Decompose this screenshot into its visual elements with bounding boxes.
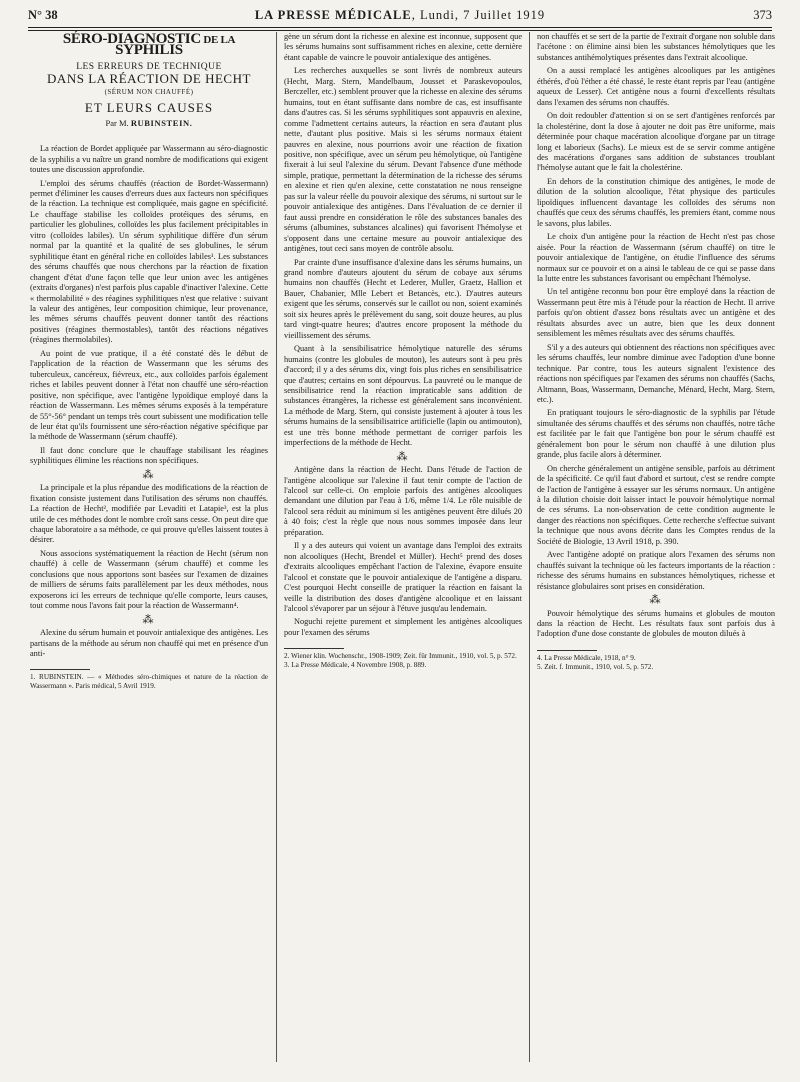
paragraph: On a aussi remplacé les antigènes alcooliques par les antigènes éthérés, d'où l'éther a été chassé, le reste étant repris par l'eau (antigène aqueux de Lesser). Cet antigène nous a fourni d'excellents résultats dans l'examen des sérums non chauffés. — [537, 66, 775, 107]
page-header — [28, 6, 772, 26]
paragraph: On doit redoubler d'attention si on se sert d'antigènes renforcés par la cholestérine, dont la dose à ajouter ne doit pas être uniforme, mais déterminée pour chaque macération alcoolique d'organe par un titrage long et laborieux (Sachs). Le mieux est de se servir comme antigène des macérations d'organes sans addition de substances troublant l'hémolyse autant que le fait la cholestérine. — [537, 111, 775, 173]
section-separator: ⁂ — [142, 468, 156, 481]
paragraph: Au point de vue pratique, il a été constaté dès le début de l'application de la réaction de Wassermann que les sérums des tuberculeux, cancéreux, fiévreux, etc., aux colloïdes parfois également riches et labiles peuvent donner à l'état non chauffé une séro-réaction positive, non spécifique, avec l'antigène lypoïdique employé dans la réaction de Wassermann. Les mêmes sérums exposés à la température de 55°-56° pendant un temps très court subissent une modification telle de leur état qu'ils fournissent une séro-réaction négative spécifique par la méthode de Wassermann (sérum chauffé). — [30, 348, 268, 442]
subtitle-1: LES ERREURS DE TECHNIQUE — [76, 61, 222, 72]
footnote: 4. La Presse Médicale, 1918, n° 9. — [537, 653, 636, 662]
page-number-right: 373 — [753, 8, 772, 22]
footnote: 2. Wiener klin. Wochenschr., 1908-1909; Zeit. für Immunit., 1910, vol. 5, p. 572. — [284, 652, 517, 661]
subtitle-4: ET LEURS CAUSES — [84, 100, 214, 116]
column-divider — [529, 32, 530, 1062]
paragraph: S'il y a des auteurs qui obtiennent des réactions non spécifiques avec les sérums chauffés, leur nombre diminue avec l'adoption d'une bonne technique. Par contre, tous les auteurs signalent l'existence des réactions non spécifiques par l'examen des sérums non chauffés (Sachs, Altmann, Boas, Wassermann, Demanche, Ménard, Hecht, Marg. Stern, etc.). — [537, 342, 775, 404]
section-separator: ⁂ — [649, 594, 663, 607]
article-title — [30, 31, 268, 59]
running-title — [28, 8, 772, 23]
paragraph: Il faut donc conclure que le chauffage stabilisant les réagines syphilitiques élimine les réactions non spécifiques. — [30, 445, 268, 466]
paragraph: En dehors de la constitution chimique des antigènes, le mode de dilution de la solution alcoolique, l'état physique des particules lipoïdiques influencent davantage les colloïdes des sérums non chauffés que ceux des sérums chauffés, les premiers étant, comme nous le savons, plus labiles. — [537, 176, 775, 228]
byline-prefix: Par M. — [105, 117, 131, 128]
paragraph: Pouvoir hémolytique des sérums humains et globules de mouton dans la réaction de Hecht. Les résultats faux sont parfois dus à l'adoption d'une dose constante de globules de mouton dilués à — [537, 608, 775, 639]
column-2 — [284, 32, 522, 670]
title-part: DE LA — [200, 34, 236, 46]
paragraph: gène un sérum dont la richesse en alexine est inconnue, supposent que les sérums humains sont suffisamment riches en alexine, cette dernière étant capable de vaincre le pouvoir antialexique des antigènes. — [284, 32, 522, 62]
journal-name: LA PRESSE MÉDICALE — [254, 8, 412, 22]
page-number-left: N° 38 — [28, 8, 58, 22]
paragraph: Quant à la sensibilisatrice hémolytique naturelle des sérums humains (contre les globules de mouton), les auteurs sont à peu près d'accord; il y a des sérums dix, vingt fois plus riches en sensibilisatrice que d'autres; certains en sont dépourvus. La pauvreté ou le manque de sensibilisatrice rend la réaction impraticable sans addition de substances étrangères, la richesse est généralement sans inconvénient. La méthode de Marg. Stern, qui consiste justement à ajouter à tous les sérums humains de la sensibilisatrice artificielle (lapin ou antimouton), est une très bonne méthode permettant de corriger parfois les imperfections de la méthode de Hecht. — [284, 344, 522, 448]
paragraph: non chauffés et se sert de la partie de l'extrait d'organe non soluble dans l'acétone : on élimine ainsi bien les substances hémolytiques que les substances antihémolytiques présentes dans l'extrait alcoolique. — [537, 32, 775, 62]
column-1 — [30, 32, 268, 691]
footnote-rule — [30, 669, 90, 670]
paragraph: Par crainte d'une insuffisance d'alexine dans les sérums humains, un grand nombre d'auteurs ajoutent du sérum de cobaye aux sérums humains non chauffés (Hecht et Lederer, Muller, Graetz, Hallion et Bauer, Chabanier, Mlle Lebert et Betancès, etc.). D'autres auteurs exigent que les sérums, conservés sur le caillot ou non, soient examinés soit six heures après le prélèvement du sang, soit douze heures, au plus tard vingt-quatre heures; d'autres encore proposent la méthode du vieillissement des sérums. — [284, 257, 522, 340]
paragraph: Les recherches auxquelles se sont livrés de nombreux auteurs (Hecht, Marg. Stern, Mandelbaum, Jousset et Paraskevopoulos, Berczeller, etc.) semblent prouver que la richesse en alexine des sérums humains, tout en étant suffisante dans nombre de cas, est insuffisante dans d'autres cas. Si les sérums syphilitiques sont appauvris en alexine, comme l'admettent certains auteurs, la réaction en sera d'autant plus nette, d'autant plus positive. Mais si les sérums normaux étaient pauvres en alexine, nous pourrions avoir une réaction de fixation positive, non spécifique, avec un sérum peu hémolytique, où l'antigène fixerait à lui seul l'alexine du sérum. Devant l'absence d'une méthode simple, pratique, permettant la détermination de la richesse des sérums en alexine et rien qu'en alexine, cette constatation ne nous renseigne pas sur la valeur réelle du pouvoir alexique des sérums, ni surtout sur le pouvoir antialexique des antigènes. Dans l'évaluation de ce dernier il faut aussi prendre en considération le rôle des substances banales des sérums (albumines, substances alcalines) qui favorisent l'hémolyse et s'opposent dans une certaine mesure au pouvoir antialexique des antigènes, tout ceci sans moyen de contrôle absolu. — [284, 66, 522, 254]
paragraph: On cherche généralement un antigène sensible, parfois au détriment de la spécificité. Ce qu'il faut d'abord et surtout, c'est se rendre compte de l'action de l'antigène à essayer sur les sérums normaux. Un antigène à la dilution choisie doit laisser intact le pouvoir hémolytique normal de ces sérums. La non-observation de cette condition augmente le danger des réactions non spécifiques. Cette recherche s'effectue suivant la technique que nous avons décrite dans les Comptes rendus de la Société de Biologie, 13 Avril 1918, p. 390. — [537, 463, 775, 546]
footnote-rule — [537, 650, 597, 651]
footnote-rule — [284, 648, 344, 649]
paragraph: Le choix d'un antigène pour la réaction de Hecht n'est pas chose aisée. Pour la réaction de Wassermann (sérum chauffé) on titre le pouvoir antialexique de l'antigène, on étudie l'influence des sérums normaux sur ce pouvoir et on a ainsi le tableau de ce qui se passe dans la lutte entre les substances favorisant ou empêchant l'hémolyse. — [537, 232, 775, 283]
paragraph: Avec l'antigène adopté on pratique alors l'examen des sérums non chauffés suivant la technique où les facteurs importants de la réaction : richesse des sérums humains en substances hémolytiques, richesse et résistance globulaires sont prises en considération. — [537, 550, 775, 591]
paragraph: Un tel antigène reconnu bon pour être employé dans la réaction de Wassermann peut être mis à l'étude pour la réaction de Hecht. Il arrive parfois qu'on obtient d'assez bons résultats avec un antigène et des résultats absurdes avec un autre, bien que les deux donnent sensiblement les mêmes résultats avec des sérums chauffés. — [537, 287, 775, 339]
paragraph: Noguchi rejette purement et simplement les antigènes alcooliques pour l'examen des sérums — [284, 617, 522, 637]
byline — [30, 118, 268, 128]
paragraph: La principale et la plus répandue des modifications de la réaction de fixation consiste justement dans l'utilisation des sérums non chauffés. La réaction de Hecht², modifiée par Levaditi et Latapie³, est la plus utile de ces méthodes dont le nombre croît sans cesse. On peut dire que chaque laboratoire a sa méthode, ce qui prouve qu'elles laissent toutes à désirer. — [30, 483, 268, 545]
paragraph: En pratiquant toujours le séro-diagnostic de la syphilis par l'étude simultanée des sérums chauffés et des sérums non chauffés, notre tâche est facilitée par le fait que l'antigène bon pour le sérum chauffé est généralement bon pour le sérum non chauffé à une dilution plus grande, plus facile alors à déterminer. — [537, 408, 775, 460]
paragraph: L'emploi des sérums chauffés (réaction de Bordet-Wassermann) permet d'éliminer les causes d'erreurs dues aux facteurs non spécifiques de la réaction. La technique est compliquée, mais gagne en spécificité. Le chauffage stabilise les colloïdes protéiques des sérums, en particulier les globulines, colloïdes les plus facilement précipitables in vitro (colloïdes labiles). Un sérum syphilitique diffère d'un sérum normal par la quantité et la qualité de ses globulines, le sérum syphilitique étant en général riche en colloïdes labiles¹. Les substances des sérums chauffés que nous cherchons par la réaction de fixation changent d'état d'une façon telle que leur union avec les antigènes (extraits d'organes) n'est parfois plus capable d'inactiver l'alexine. Cette « thermolabilité » des réagines syphilitiques n'est que relative : suivant la valeur des antigènes, leur composition chimique, leur provenance, les mêmes sérums chauffés peuvent donner tantôt des réactions positives (réagines thermostables), tantôt des réactions négatives (réagines thermolabiles). — [30, 178, 268, 345]
paragraph: Nous associons systématiquement la réaction de Hecht (sérum non chauffé) à celle de Wassermann (sérum chauffé) et comme les conclusions que nous apportons sont basées sur l'examen de dizaines de milliers de sérums faits parallèlement par les deux méthodes, nous exposerons ici les erreurs de technique qu'elle comporte, leurs causes, tout comme nous l'avons fait pour la réaction de Wassermann⁴. — [30, 548, 268, 611]
issue-date: , Lundi, 7 Juillet 1919 — [411, 8, 546, 22]
paragraph: Antigène dans la réaction de Hecht. Dans l'étude de l'action de l'antigène alcoolique sur l'alexine il faut tenir compte de l'action de l'alcool sur celle-ci. On emploie parfois des antigènes alcooliques demandant une dilution par l'eau à 1/6, même 1/4. Le rôle nuisible de l'alcool sera réduit au minimum si les antigènes peuvent être dilués 20 à 40 fois; c'est la règle que nous nous sommes imposée dans leur préparation. — [284, 465, 522, 537]
paragraph: La réaction de Bordet appliquée par Wassermann au séro-diagnostic de la syphilis a vu naître un grand nombre de modifications qui exigent toutes une discussion approfondie. — [30, 144, 268, 175]
paragraph: Alexine du sérum humain et pouvoir antialexique des antigènes. Les partisans de la méthode au sérum non chauffé qui met en présence d'un anti- — [30, 628, 268, 659]
header-rule — [28, 27, 772, 28]
section-separator: ⁂ — [396, 450, 410, 463]
column-divider — [276, 32, 277, 1062]
footnote: 5. Zeit. f. Immunit., 1910, vol. 5, p. 572. — [537, 662, 654, 671]
footnote: 3. La Presse Médicale, 4 Novembre 1908, p. 889. — [284, 661, 427, 670]
subtitle-2: DANS LA RÉACTION DE HECHT — [47, 71, 251, 87]
subtitle-3: (SÉRUM NON CHAUFFÉ) — [104, 87, 194, 96]
author-name: RUBINSTEIN. — [130, 117, 193, 128]
column-3 — [537, 32, 775, 672]
footnote: 1. RUBINSTEIN. — « Méthodes séro-chimiques et nature de la réaction de Wassermann ». Paris médical, 5 Avril 1919. — [30, 673, 268, 691]
title-part: SYPHILIS — [115, 42, 183, 59]
paragraph: Il y a des auteurs qui voient un avantage dans l'emploi des extraits non alcooliques (Hecht, Brendel et Müller). Hecht⁵ prend des doses d'extraits alcooliques empêchant l'action de l'alexine, évapore ensuite l'alcool et constate que le pouvoir antialexique de l'antigène a disparu. C'est pourquoi Hecht conseille de pratiquer la réaction en faisant la veille la distribution des doses d'antigène alcoolique et en laissant l'alcool s'évaporer par un séjour à l'étuve jusqu'au lendemain. — [284, 541, 522, 614]
section-separator: ⁂ — [142, 613, 156, 626]
title-part: SÉRO-DIAGNOSTIC — [62, 31, 201, 47]
